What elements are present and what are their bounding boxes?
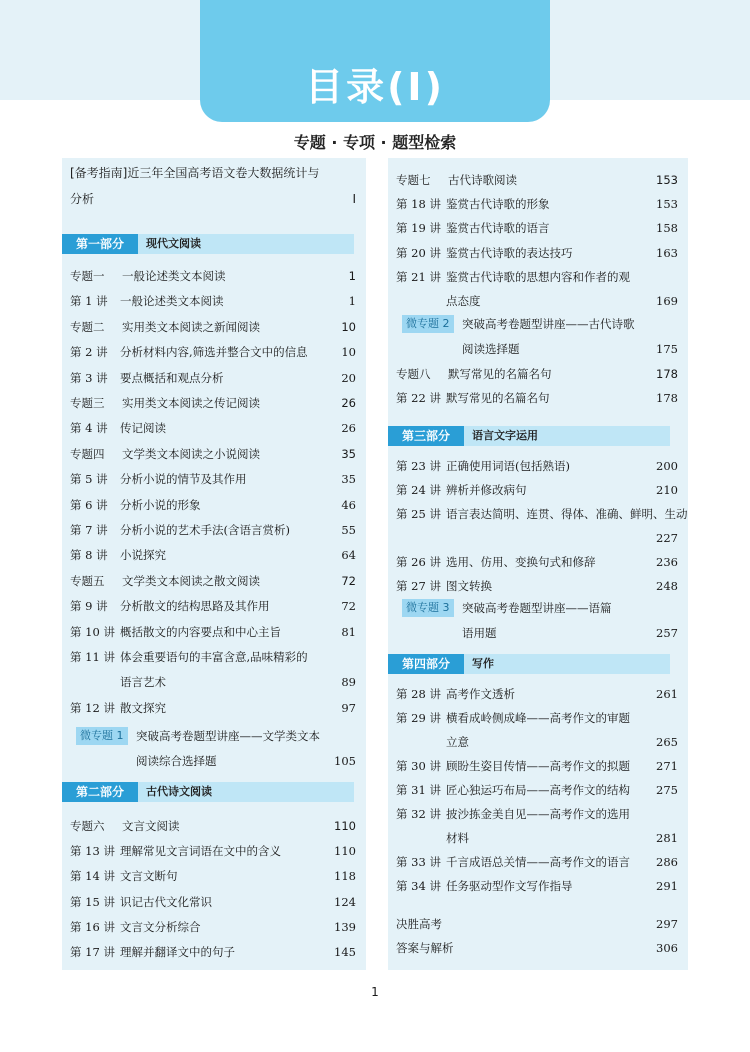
toc-title: 散文探究 [120,700,166,715]
toc-page: 110 [334,819,356,833]
page-subtitle: 专题 · 专项 · 题型检索 [293,133,457,152]
part-label: 第一部分 [62,234,138,254]
part-label: 第二部分 [62,782,138,802]
toc-label: 第 9 讲 [70,599,108,614]
page-number: 1 [371,985,379,999]
toc-page: 178 [656,391,678,405]
toc-title: 默写常见的名篇名句 [448,367,552,381]
toc-label: 第 13 讲 [70,844,115,859]
toc-title: 文言文断句 [120,869,178,884]
toc-page: 72 [341,573,356,588]
toc-title: 顾盼生姿目传情——高考作文的拟题 [446,759,630,773]
toc-right-column [388,158,688,970]
toc-page: 10 [341,319,356,334]
guide-bracket: [备考指南] [70,166,128,180]
toc-title: 鉴赏古代诗歌的思想内容和作者的观 [446,269,630,284]
toc-title: 传记阅读 [120,421,166,436]
toc-page: 1 [348,294,356,309]
toc-page: 169 [656,294,678,308]
toc-label: 专题八 [396,367,431,381]
toc-label: 第 5 讲 [70,472,108,487]
toc-page: 291 [656,879,678,893]
toc-page: 271 [656,759,678,773]
toc-title: 分析小说的艺术手法(含语言赏析) [120,523,290,537]
toc-title: 文言文阅读 [122,819,180,833]
toc-label: 第 1 讲 [70,294,108,309]
toc-page: 46 [341,497,356,512]
toc-page: 261 [656,687,678,701]
toc-title: 语言表达简明、连贯、得体、准确、鲜明、生动 [446,507,688,521]
toc-page: 26 [341,421,356,436]
toc-label: 专题三 [70,396,105,410]
part-label: 第四部分 [388,654,464,674]
toc-title: 一般论述类文本阅读 [122,269,226,283]
toc-page: 236 [656,555,678,569]
toc-label: 专题二 [70,319,105,334]
toc-title: 千言成语总关情——高考作文的语言 [446,855,630,869]
toc-title: 理解常见文言词语在文中的含义 [120,844,281,859]
toc-page: 145 [334,945,356,959]
guide-line2: 分析 [70,192,95,206]
toc-page: 163 [656,245,678,260]
toc-label: 第 30 讲 [396,759,441,773]
toc-page: 10 [341,345,356,360]
toc-label: 第 26 讲 [396,555,441,569]
toc-label: 第 15 讲 [70,894,115,909]
micro-page: 175 [656,342,678,356]
toc-page: 118 [334,869,356,884]
toc-title: 鉴赏古代诗歌的语言 [446,221,550,236]
toc-title: 文学类文本阅读之散文阅读 [122,573,260,588]
toc-title: 高考作文透析 [446,687,515,701]
toc-label: 第 22 讲 [396,391,441,405]
part-header-3 [388,426,670,446]
toc-page: 265 [656,735,678,749]
toc-page: 110 [334,844,356,859]
toc-label: 第 10 讲 [70,624,115,639]
toc-title: 鉴赏古代诗歌的形象 [446,197,550,212]
micro-title-line1: 突破高考卷题型讲座——语篇 [462,601,612,615]
toc-title: 鉴赏古代诗歌的表达技巧 [446,245,573,260]
toc-page: 97 [341,700,356,715]
guide-page: Ⅰ [352,192,356,206]
toc-label: 第 7 讲 [70,523,108,537]
toc-label: 第 31 讲 [396,783,441,797]
toc-label: 第 14 讲 [70,869,115,884]
toc-page: 286 [656,855,678,869]
toc-label: 专题五 [70,573,105,588]
toc-label: 第 12 讲 [70,700,115,715]
toc-page: 20 [341,370,356,385]
toc-title: 任务驱动型作文写作指导 [446,879,573,893]
guide-entry[interactable] [70,160,360,212]
toc-title: 文学类文本阅读之小说阅读 [122,446,260,461]
toc-label: 第 16 讲 [70,919,115,934]
page-title: 目录(Ⅰ) [305,65,445,109]
toc-title: 披沙拣金美自见——高考作文的选用 [446,807,630,821]
toc-label: 答案与解析 [396,941,454,955]
micro-title-line1: 突破高考卷题型讲座——文学类文本 [136,729,320,743]
toc-page: 35 [341,472,356,487]
toc-page: 227 [656,531,678,545]
toc-label: 第 23 讲 [396,459,441,473]
toc-title: 分析小说的形象 [120,497,201,512]
toc-title: 识记古代文化常识 [120,894,212,909]
part-name: 写作 [472,657,494,670]
toc-label: 专题四 [70,446,105,461]
toc-page: 72 [341,599,356,614]
title-box [200,0,550,122]
toc-title: 材料 [446,831,469,845]
toc-label: 第 18 讲 [396,197,441,212]
toc-page: 200 [656,459,678,473]
toc-page: 81 [341,624,356,639]
toc-label: 第 4 讲 [70,421,108,436]
guide-line1: 近三年全国高考语文卷大数据统计与 [127,166,320,180]
toc-label: 第 34 讲 [396,879,441,893]
toc-page: 275 [656,783,678,797]
toc-label: 第 25 讲 [396,507,441,521]
toc-page: 139 [334,919,356,934]
part-name: 现代文阅读 [146,237,201,250]
toc-label: 第 19 讲 [396,221,441,236]
toc-title: 实用类文本阅读之新闻阅读 [122,319,260,334]
micro-title-line2: 阅读选择题 [462,342,520,356]
toc-label: 第 24 讲 [396,483,441,497]
micro-title-line2: 阅读综合选择题 [136,754,217,768]
micro-page: 105 [334,754,356,768]
toc-title: 匠心独运巧布局——高考作文的结构 [446,783,630,797]
toc-label: 第 33 讲 [396,855,441,869]
toc-title: 图文转换 [446,579,492,593]
toc-title: 一般论述类文本阅读 [120,294,224,309]
toc-label: 第 8 讲 [70,548,108,563]
toc-title: 分析材料内容,筛选并整合文中的信息 [120,345,308,360]
toc-title: 文言文分析综合 [120,919,201,934]
part-name: 古代诗文阅读 [146,785,212,798]
micro-page: 257 [656,626,678,640]
toc-label: 第 32 讲 [396,807,441,821]
toc-label: 第 20 讲 [396,245,441,260]
toc-label: 第 28 讲 [396,687,441,701]
toc-page: 297 [656,917,678,931]
toc-page: 281 [656,831,678,845]
part-header-2 [62,782,354,802]
toc-title: 立意 [446,735,469,749]
toc-left-column [62,158,366,970]
toc-page: 153 [656,197,678,212]
toc-title: 语言艺术 [120,675,166,690]
toc-label: 专题一 [70,269,105,283]
toc-label: 专题七 [396,173,431,187]
part-name: 语言文字运用 [472,429,538,442]
toc-page: 306 [656,941,678,955]
toc-title: 选用、仿用、变换句式和修辞 [446,555,596,569]
toc-page: 248 [656,579,678,593]
toc-label: 第 27 讲 [396,579,441,593]
toc-title: 点态度 [446,294,481,308]
toc-page: 124 [334,894,356,909]
toc-page: 64 [341,548,356,563]
toc-title: 要点概括和观点分析 [120,370,224,385]
part-header-1 [62,234,354,254]
part-header-4 [388,654,670,674]
toc-label: 第 2 讲 [70,345,108,360]
toc-title: 小说探究 [120,548,166,563]
toc-label: 第 21 讲 [396,269,441,284]
toc-title: 默写常见的名篇名句 [446,391,550,405]
micro-title-line2: 语用题 [462,626,497,640]
toc-page: 158 [656,221,678,236]
toc-title: 分析散文的结构思路及其作用 [120,599,270,614]
micro-tag: 微专题 1 [76,727,128,745]
toc-title: 实用类文本阅读之传记阅读 [122,396,260,410]
toc-title: 分析小说的情节及其作用 [120,472,247,487]
toc-label: 第 11 讲 [70,650,115,664]
micro-title-line1: 突破高考卷题型讲座——古代诗歌 [462,317,635,331]
toc-title: 古代诗歌阅读 [448,173,517,187]
toc-title: 理解并翻译文中的句子 [120,945,235,959]
toc-label: 第 3 讲 [70,370,108,385]
toc-label: 第 29 讲 [396,711,441,725]
toc-page: 55 [341,523,356,537]
part-label: 第三部分 [388,426,464,446]
toc-page: 1 [348,269,356,283]
toc-label: 第 17 讲 [70,945,115,959]
micro-tag: 微专题 2 [402,315,454,333]
toc-label: 第 6 讲 [70,497,108,512]
toc-title: 横看成岭侧成峰——高考作文的审题 [446,711,630,725]
toc-page: 178 [656,367,678,381]
toc-label: 决胜高考 [396,917,442,931]
toc-label: 专题六 [70,819,105,833]
toc-title: 辨析并修改病句 [446,483,527,497]
toc-title: 正确使用词语(包括熟语) [446,459,570,473]
toc-title: 体会重要语句的丰富含意,品味精彩的 [120,650,308,664]
toc-page: 26 [341,396,356,410]
toc-page: 153 [656,173,678,187]
toc-page: 210 [656,483,678,497]
micro-tag: 微专题 3 [402,599,454,617]
toc-title: 概括散文的内容要点和中心主旨 [120,624,281,639]
toc-page: 89 [341,675,356,690]
toc-page: 35 [341,446,356,461]
